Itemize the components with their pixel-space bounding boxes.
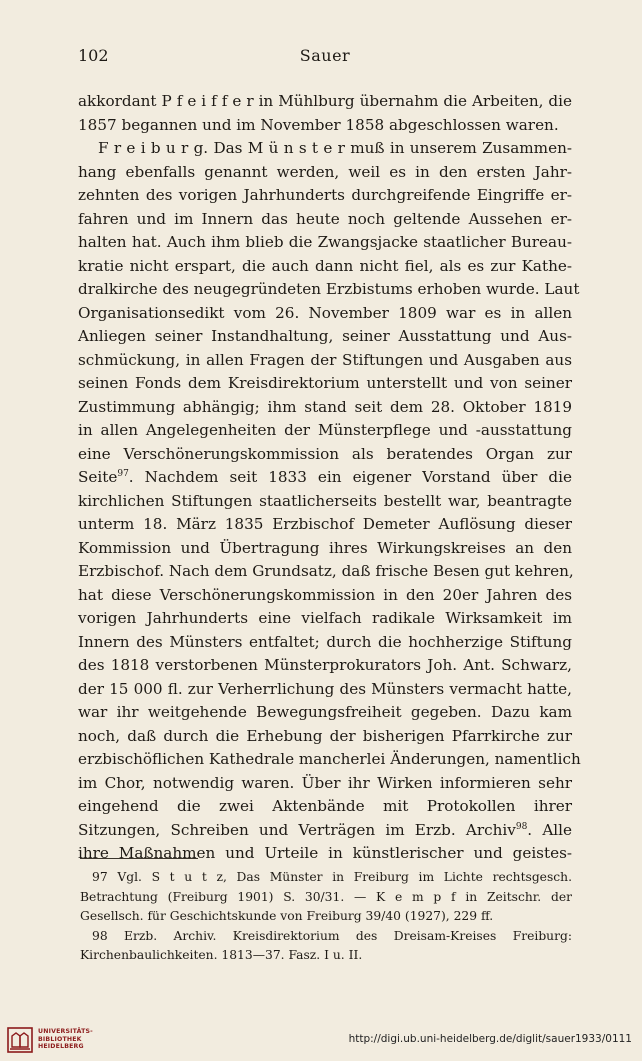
text-line: war ihr weitgehende Bewegungsfreiheit gegeben. Dazu kam xyxy=(78,703,572,721)
library-name-line: BIBLIOTHEK xyxy=(38,1035,82,1043)
text-line: kratie nicht erspart, die auch dann nicht fiel, als es zur Kathe- xyxy=(78,256,572,275)
text-line: vorigen Jahrhunderts eine vielfach radikale Wirksamkeit im xyxy=(78,609,572,627)
text-line: Innern des Münsters entfaltet; durch die hochherzige Stiftung xyxy=(78,632,572,651)
page-number: 102 xyxy=(78,46,109,65)
text-line: hat diese Verschönerungskommission in den 20er Jahren des xyxy=(78,585,572,604)
footnote-ref[interactable]: 98 xyxy=(515,821,528,832)
source-url[interactable]: http://digi.ub.uni-heidelberg.de/diglit/sauer1933/0111 xyxy=(348,1033,632,1045)
text-line: noch, daß durch die Erhebung der bisherigen Pfarrkirche zur xyxy=(78,726,572,745)
text-line: im Chor, notwendig waren. Über ihr Wirken informieren sehr xyxy=(78,773,572,792)
footnotes xyxy=(80,868,572,966)
text-line: ihre Maßnahmen und Urteile in künstlerischer und geistes- xyxy=(78,844,572,862)
footnote-ref[interactable]: 97 xyxy=(117,468,129,479)
running-head: Sauer xyxy=(299,46,351,65)
text-line: halten hat. Auch ihm blieb die Zwangsjacke staatlicher Bureau- xyxy=(78,233,572,251)
text-fragment: Alle xyxy=(542,820,572,839)
footnote-line: 97 Vgl. S t u t z, Das Münster in Freiburg im Lichte rechtsgesch. xyxy=(92,870,572,884)
text-line: hang ebenfalls genannt werden, weil es in den ersten Jahr- xyxy=(78,162,572,181)
text-line: Seite$^{97}$. Nachdem seit 1833 ein eigener Vorstand über die xyxy=(78,468,572,486)
footnote-line: Kirchenbaulichkeiten. 1813—37. Fasz. I u. II. xyxy=(80,948,363,962)
text-line: akkordant P f e i f f e r in Mühlburg übernahm die Arbeiten, die xyxy=(78,92,572,110)
text-line: 1857 begannen und im November 1858 abgeschlossen waren. xyxy=(78,115,559,134)
text-line: Erzbischof. Nach dem Grundsatz, daß frische Besen gut kehren, xyxy=(78,562,574,580)
text-line: erzbischöflichen Kathedrale mancherlei Änderungen, namentlich xyxy=(78,750,581,768)
library-logo[interactable] xyxy=(7,1025,147,1055)
footnote-line: Gesellsch. für Geschichtskunde von Freiburg 39/40 (1927), 229 ff. xyxy=(80,909,494,923)
library-seal-icon xyxy=(7,1027,33,1053)
text-line: eine Verschönerungskommission als beratendes Organ zur xyxy=(78,444,572,463)
text-line: zehnten des vorigen Jahrhunderts durchgreifende Eingriffe er- xyxy=(78,186,572,204)
text-line: Organisationsedikt vom 26. November 1809 war es in allen xyxy=(78,303,572,322)
text-line: des 1818 verstorbenen Münsterprokurators Joh. Ant. Schwarz, xyxy=(78,656,572,674)
body-text xyxy=(78,90,581,866)
text-line: unterm 18. März 1835 Erzbischof Demeter Auflösung dieser xyxy=(78,515,572,533)
text-fragment: Nachdem seit 1833 ein eigener Vorstand über die xyxy=(144,468,572,486)
text-line: dralkirche des neugegründeten Erzbistums erhoben wurde. Laut xyxy=(78,280,580,298)
text-line: in allen Angelegenheiten der Münsterpflege und -ausstattung xyxy=(78,421,572,439)
page-header xyxy=(78,46,572,70)
text-fragment: Sitzungen, Schreiben und Verträgen im Erzb. Archiv xyxy=(78,820,516,839)
text-line: Kommission und Übertragung ihres Wirkungskreises an den xyxy=(78,538,572,557)
text-line: Sitzungen, Schreiben und Verträgen im Erzb. Archiv$^{98}$. Alle xyxy=(78,820,572,839)
text-line: schmückung, in allen Fragen der Stiftungen und Ausgaben aus xyxy=(78,350,572,369)
text-line: fahren und im Innern das heute noch geltende Aussehen er- xyxy=(78,209,572,228)
text-line: Zustimmung abhängig; ihm stand seit dem 28. Oktober 1819 xyxy=(78,397,572,416)
text-line: kirchlichen Stiftungen staatlicherseits bestellt war, beantragte xyxy=(78,491,572,510)
library-name xyxy=(38,1028,93,1051)
library-name-line: HEIDELBERG xyxy=(38,1043,84,1050)
text-line: F r e i b u r g. Das M ü n s t e r muß in unserem Zusammen- xyxy=(98,139,572,157)
footnote-divider xyxy=(80,858,198,859)
text-fragment: Seite xyxy=(78,468,118,486)
text-line: der 15 000 fl. zur Verherrlichung des Münsters vermacht hatte, xyxy=(78,679,572,698)
footnote-line: 98 Erzb. Archiv. Kreisdirektorium des Dreisam-Kreises Freiburg: xyxy=(92,928,572,943)
text-line: eingehend die zwei Aktenbände mit Protokollen ihrer xyxy=(78,797,572,815)
text-line: seinen Fonds dem Kreisdirektorium unterstellt und von seiner xyxy=(78,374,572,392)
footnote-line: Betrachtung (Freiburg 1901) S. 30/31. — K e m p f in Zeitschr. der xyxy=(80,889,572,904)
library-name-line: UNIVERSITÄTS- xyxy=(38,1028,93,1035)
text-line: Anliegen seiner Instandhaltung, seiner Ausstattung und Aus- xyxy=(78,327,572,345)
